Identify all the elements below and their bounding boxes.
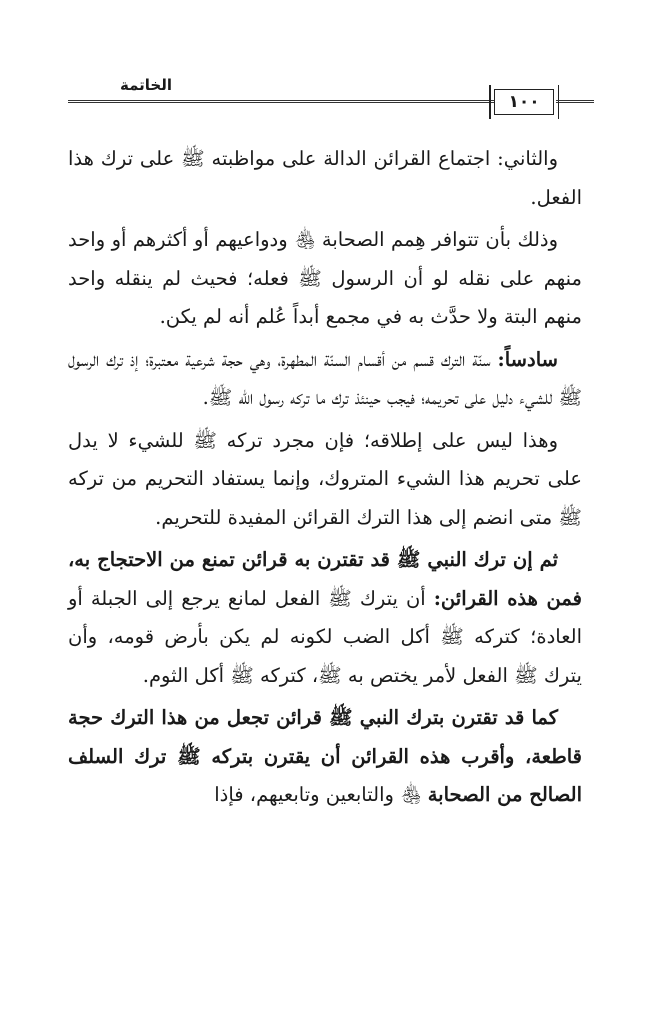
header-rule-right [556,100,594,103]
paragraph [68,140,582,217]
paragraph [68,699,582,815]
paragraph-text: أن يترك ﷺ الفعل لمانع يرجع إلى الجبلة أو العادة؛ كتركه ﷺ أكل الضب لكونه لم يكن بأرض قومه، وأن يترك ﷺ الفعل لأمر يختص به ﷺ، كتركه ﷺ أكل الثوم. [68,586,582,687]
paragraph [68,341,582,418]
paragraph [68,422,582,538]
header-rule-left [68,100,494,103]
paragraph-text: وذلك بأن تتوافر هِمم الصحابة ﵃ ودواعيهم أو أكثرهم أو واحد منهم على نقله لو أن الرسول ﷺ فعله؛ فحيث لم ينقله واحد منهم البتة ولا حدَّث به في مجمع أبداً عُلم أنه لم يكن. [68,228,582,328]
paragraph [68,541,582,695]
paragraph-text: ﵃ والتابعين وتابعيهم، فإذا [214,783,428,806]
body-text [68,140,582,819]
page-number: ١٠٠ [508,92,540,112]
paragraph-bold-lead: ثم إن ترك النبي ﷺ قد تقترن به قرائن تمنع من الاحتجاج به، فمن هذه القرائن: [68,548,582,610]
paragraph-text: والثاني: اجتماع القرائن الدالة على مواظبته ﷺ على ترك هذا الفعل. [68,147,582,209]
paragraph-bold-lead: سادساً: [497,347,558,371]
page-number-frame [494,89,554,115]
running-title: الخاتمة [120,76,173,94]
page-header [0,70,661,130]
paragraph-text: سنّة الترك قسم من أقسام السنّة المطهرة، وهي حجة شرعية معتبرة؛ إذ ترك الرسول ﷺ للشيء دليل على تحريمه؛ فيجب حينئذ ترك ما تركه رسول الله ﷺ. [68,347,582,409]
paragraph-bold-lead: كما قد تقترن بترك النبي ﷺ قرائن تجعل من هذا الترك حجة قاطعة، وأقرب هذه القرائن أن يقترن بتركه ﷺ ترك السلف الصالح من الصحابة [68,706,582,806]
paragraph [68,221,582,337]
paragraph-text: وهذا ليس على إطلاقه؛ فإن مجرد تركه ﷺ للشيء لا يدل على تحريم هذا الشيء المتروك، وإنما يستفاد التحريم من تركه ﷺ متى انضم إلى هذا الترك القرائن المفيدة للتحريم. [68,428,582,529]
